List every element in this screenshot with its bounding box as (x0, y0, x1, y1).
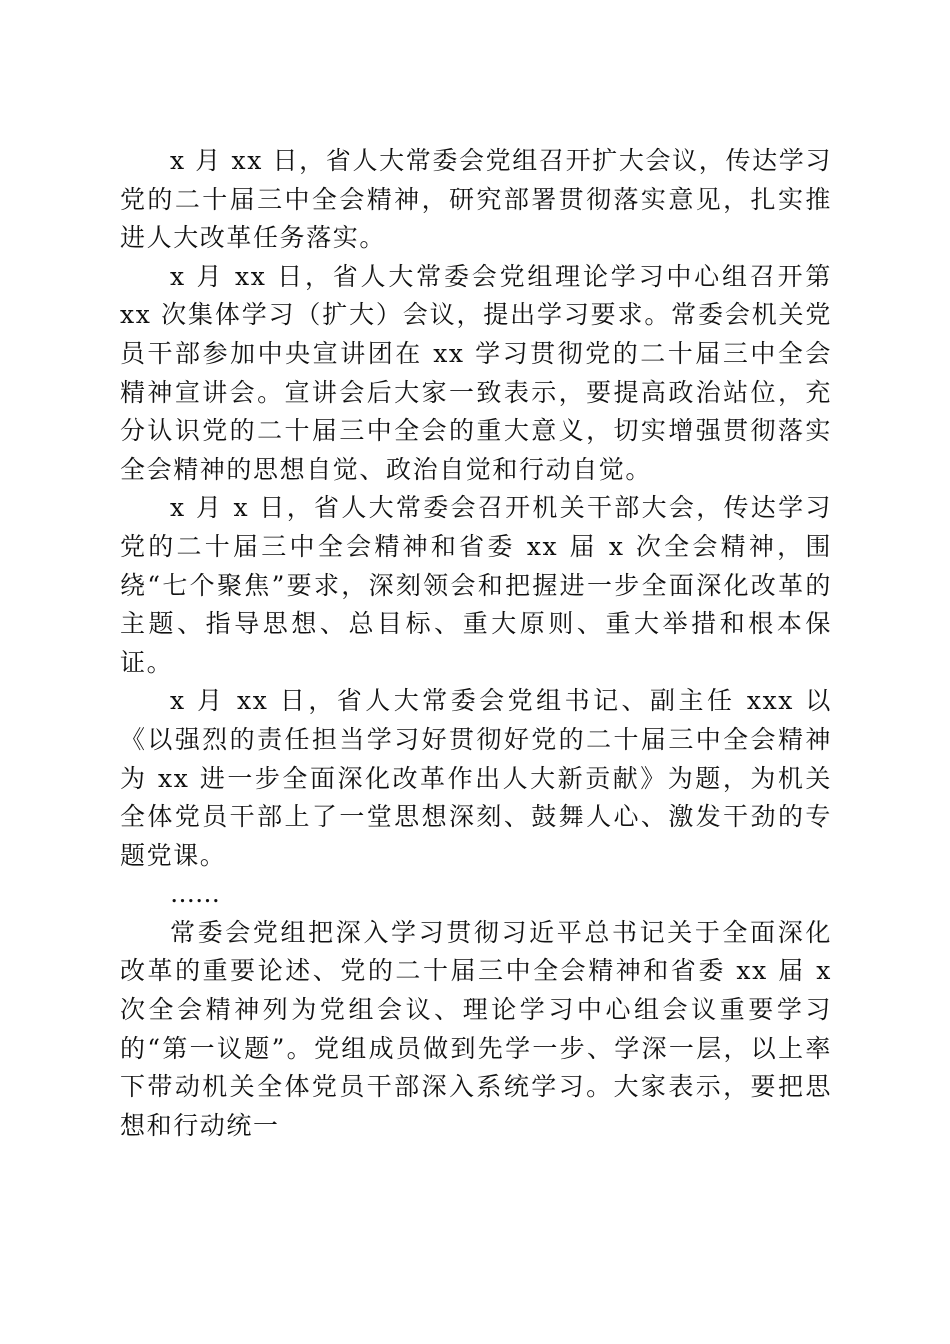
document-body (120, 142, 832, 1145)
ellipsis: …… (170, 879, 220, 909)
paragraph-2: x 月 xx 日，省人大常委会党组理论学习中心组召开第 xx 次集体学习（扩大）会议，提出学习要求。常委会机关党员干部参加中央宣讲团在 xx 学习贯彻党的二十届三中全会精神宣讲会。宣讲会后大家一致表示，要提高政治站位，充分认识党的二十届三中全会的重大意义，切实增强贯彻落实全会精神的思想自觉、政治自觉和行动自觉。 (120, 261, 832, 484)
paragraph-5: 常委会党组把深入学习贯彻习近平总书记关于全面深化改革的重要论述、党的二十届三中全会精神和省委 xx 届 x 次全会精神列为党组会议、理论学习中心组会议重要学习的“第一议题”。党组成员做到先学一步、学深一层，以上率下带动机关全体党员干部深入系统学习。大家表示，要把思想和行动统一 (120, 917, 832, 1140)
paragraph-1: x 月 xx 日，省人大常委会党组召开扩大会议，传达学习党的二十届三中全会精神，研究部署贯彻落实意见，扎实推进人大改革任务落实。 (120, 146, 832, 253)
paragraph-3: x 月 x 日，省人大常委会召开机关干部大会，传达学习党的二十届三中全会精神和省委 xx 届 x 次全会精神，围绕“七个聚焦”要求，深刻领会和把握进一步全面深化改革的主题、指导思想、总目标、重大原则、重大举措和根本保证。 (120, 493, 832, 677)
paragraph-4: x 月 xx 日，省人大常委会党组书记、副主任 xxx 以《以强烈的责任担当学习好贯彻好党的二十届三中全会精神为 xx 进一步全面深化改革作出人大新贡献》为题，为机关全体党员干部上了一堂思想深刻、鼓舞人心、激发干劲的专题党课。 (120, 686, 832, 870)
